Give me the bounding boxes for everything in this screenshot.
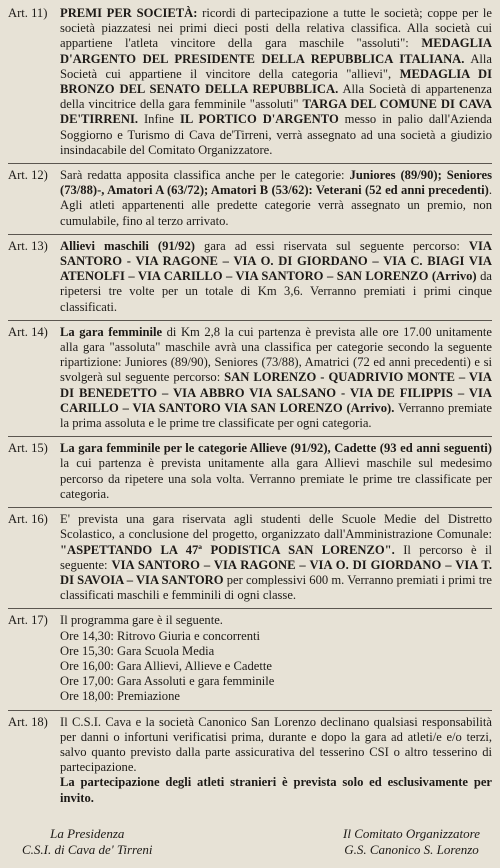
article-14 [8, 321, 492, 437]
article-text [60, 512, 492, 603]
text-bold: La partecipazione degli atleti stranieri è prevista solo ed esclusivamente per invito. [60, 775, 492, 805]
article-text [60, 325, 492, 431]
text: la cui partenza è prevista unitamente alla gara Allievi maschile sul medesimo percorso da ripetere una sola volta. Verranno premiate le prime tre classificate per categoria. [60, 456, 492, 501]
schedule-item: Ore 15,30: Gara Scuola Media [60, 643, 215, 658]
signature-right [343, 826, 480, 858]
article-text [60, 6, 492, 158]
signature-org: G.S. Canonico S. Lorenzo [344, 842, 479, 857]
text-bold: Allievi maschili (91/92) [60, 238, 195, 253]
schedule-item: Ore 14,30: Ritrovo Giuria e concorrenti [60, 628, 261, 643]
article-15 [8, 437, 492, 508]
signature-org: C.S.I. di Cava de' Tirreni [22, 842, 153, 857]
article-text [60, 239, 492, 315]
text: di Km 2,8 la cui partenza è prevista alle ore 17.00 unitamente alla gara "assoluta" maschile avrà una classifica per categorie secondo la seguente ripartizione: Juniores (89/90), Seniores (73/88), Amatrici (72 ed anni precedenti) e si svolgerà sul seguente percorso: [60, 324, 492, 385]
text-bold: VIA SANTORO – VIA RAGONE – VIA O. DI GIORDANO – VIA T. DI SAVOIA – VIA SANTORO [60, 557, 492, 587]
schedule-item: Ore 17,00: Gara Assoluti e gara femminile [60, 674, 275, 689]
article-number: Art. 16) [8, 512, 48, 527]
article-text [60, 441, 492, 502]
article-18 [8, 711, 492, 811]
schedule-list [60, 629, 492, 705]
text: ricordi di partecipazione a tutte le società; coppe per le società piazzatesi nei primi dieci posti della relativa classifica. Alla società cui appartiene l'atleta vincitore della gara maschile "assoluti": [60, 6, 493, 51]
text-bold: La gara femminile per le categorie Allieve (91/92), Cadette (93 ed anni seguenti) [60, 441, 492, 456]
text-bold: VIA SANTORO - VIA RAGONE – VIA O. DI GIORDANO – VIA C. BIAGI VIA ATENOLFI – VIA CARILLO – VIA SANTORO – SAN LORENZO (Arrivo) [60, 238, 492, 284]
article-text [60, 715, 492, 806]
article-number: Art. 12) [8, 168, 48, 183]
text-bold: IL PORTICO D'ARGENTO [179, 112, 339, 127]
text: Infine [138, 112, 180, 127]
article-text [60, 613, 492, 704]
text: Sarà redatta apposita classifica anche per le categorie: [60, 168, 350, 183]
text: Alla Società cui appartiene il vincitore della categoria "allievi", [60, 51, 492, 81]
schedule-item: Ore 16,00: Gara Allievi, Allieve e Cadette [60, 658, 272, 673]
text-bold: "ASPETTANDO LA 47ª PODISTICA SAN LORENZO". [60, 542, 395, 557]
article-number: Art. 15) [8, 441, 48, 456]
text: per complessivi 600 m. Verranno premiati i primi tre classificati maschili e femminili di ogni classe. [60, 572, 493, 603]
text: Verranno premiate la prima assoluta e le prime tre classificate per ogni categoria. [60, 400, 492, 431]
article-11 [8, 2, 492, 164]
article-text [60, 168, 492, 229]
article-number: Art. 11) [8, 6, 48, 20]
text-bold: SAN LORENZO - QUADRIVIO MONTE – VIA DI BENEDETTO – VIA ABBRO VIA SALSANO - VIA DE FILIPPIS – VIA CARILLO – VIA SANTORO VIA SAN LORENZO (Arrivo). [60, 370, 492, 415]
article-number: Art. 17) [8, 613, 48, 628]
text: Il percorso è il seguente: [60, 542, 493, 572]
article-number: Art. 18) [8, 714, 48, 729]
article-number: Art. 14) [8, 324, 48, 339]
signature-left [22, 826, 153, 858]
article-number: Art. 13) [8, 238, 48, 253]
text: messo in palio dall'Azienda Soggiorno e Turismo di Cava de'Tirreni, verrà assegnato ad una società a giudizio insindacabile del Comitato Organizzatore. [60, 112, 492, 157]
text: E' prevista una gara riservata agli studenti delle Scuole Medie del Distretto Scolastico, a conclusione del progetto, organizzato dall'Amministrazione Comunale: [60, 512, 492, 542]
text: gara ad essi riservata sul seguente percorso: [194, 238, 469, 253]
text-bold: TARGA DEL COMUNE DI CAVA DE'TIRRENI. [60, 97, 492, 127]
text-bold: PREMI PER SOCIETÀ: [60, 6, 198, 20]
schedule-intro: Il programma gare è il seguente. [60, 613, 223, 628]
text: Alla Società di appartenenza della vincitrice della gara femminile "assoluti" [60, 82, 492, 112]
text: da ripetersi tre volte per un totale di Km 3,6. Verranno premiati i primi cinque classificati. [60, 269, 492, 314]
signature-title: Il Comitato Organizzatore [343, 826, 480, 841]
text-bold: MEDAGLIA D'ARGENTO DEL PRESIDENTE DELLA REPUBBLICA ITALIANA. [60, 36, 492, 66]
article-16 [8, 508, 492, 609]
closing-note [60, 775, 492, 805]
text: Il C.S.I. Cava e la società Canonico San Lorenzo declinano qualsiasi responsabilità per danni o infortuni verificatisi prima, durante e dopo la gara ad atleti/e e/o terzi, salvo quanto previsto dalla parte assicurativa del tesserino CSI o altro tesserino di partecipazione. [60, 714, 492, 775]
article-12 [8, 164, 492, 235]
signature-title: La Presidenza [50, 826, 125, 841]
text-bold: Juniores (89/90); Seniores (73/88)-, Amatori A (63/72); Amatori B (53/62): Veterani (52 ed anni precedenti) [60, 168, 492, 198]
signatures [0, 826, 500, 858]
article-17 [8, 609, 492, 710]
article-13 [8, 235, 492, 321]
schedule-item: Ore 18,00: Premiazione [60, 689, 180, 704]
text-bold: La gara femminile [60, 324, 163, 339]
text: . Agli atleti appartenenti alle predette categorie verrà assegnato un premio, non cumulabile, fino al terzo arrivato. [60, 183, 492, 228]
text-bold: MEDAGLIA DI BRONZO DEL SENATO DELLA REPUBBLICA. [60, 66, 492, 97]
